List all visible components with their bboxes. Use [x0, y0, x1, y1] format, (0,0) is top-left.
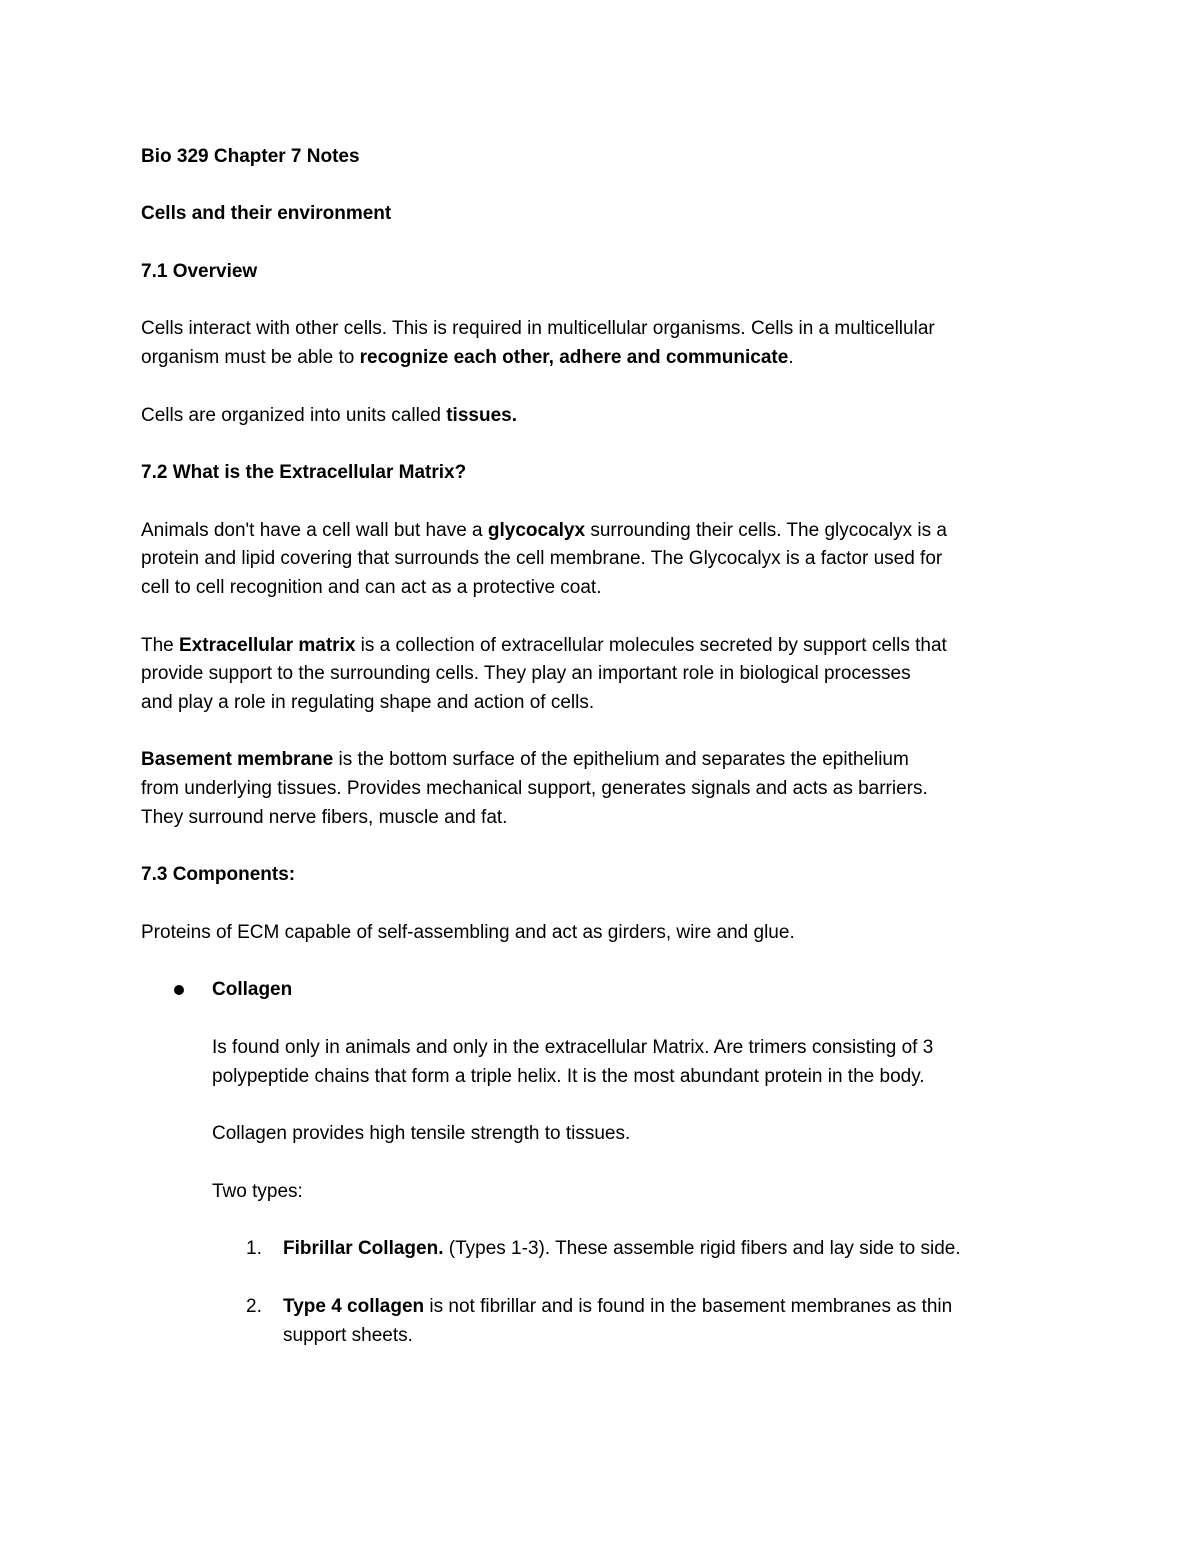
- paragraph-line: Cells interact with other cells. This is required in multicellular organisms. Cells in a multicellular: [141, 318, 935, 339]
- bold-text: Extracellular matrix: [179, 635, 356, 656]
- paragraph-line: They surround nerve fibers, muscle and fat.: [141, 807, 508, 828]
- text-run: is a collection of extracellular molecules secreted by support cells that: [355, 635, 947, 656]
- text-run: Cells are organized into units called: [141, 405, 447, 426]
- bold-text: Type 4 collagen: [283, 1296, 425, 1317]
- section-heading-7-1: 7.1 Overview: [141, 261, 258, 282]
- paragraph-line: protein and lipid covering that surrounds the cell membrane. The Glycocalyx is a factor used for: [141, 548, 943, 569]
- bold-text: tissues.: [446, 405, 517, 426]
- list-item: [283, 1295, 952, 1319]
- paragraph-line: Proteins of ECM capable of self-assembling and act as girders, wire and glue.: [141, 922, 795, 943]
- paragraph-line: [141, 748, 909, 772]
- paragraph-line: provide support to the surrounding cells. They play an important role in biological processes: [141, 663, 911, 684]
- bullet-icon: [174, 985, 184, 995]
- bullet-item-collagen: Collagen: [212, 979, 293, 1000]
- text-run: is not fibrillar and is found in the basement membranes as thin: [424, 1296, 953, 1317]
- paragraph-line: [141, 404, 517, 428]
- text-run: organism must be able to: [141, 347, 360, 368]
- paragraph-line: Two types:: [212, 1181, 303, 1202]
- paragraph-line: from underlying tissues. Provides mechanical support, generates signals and acts as barriers.: [141, 778, 928, 799]
- section-heading-7-2: 7.2 What is the Extracellular Matrix?: [141, 462, 467, 483]
- section-heading-7-3: 7.3 Components:: [141, 864, 296, 885]
- paragraph-line: [141, 634, 947, 658]
- bold-text: glycocalyx: [487, 520, 586, 541]
- paragraph-line: [141, 346, 794, 370]
- list-item: [283, 1237, 961, 1261]
- text-run: Animals don't have a cell wall but have a: [141, 520, 488, 541]
- text-run: (Types 1-3). These assemble rigid fibers and lay side to side.: [443, 1238, 961, 1259]
- bold-text: recognize each other, adhere and communicate: [359, 347, 789, 368]
- paragraph-line: cell to cell recognition and can act as a protective coat.: [141, 577, 602, 598]
- paragraph-line: Collagen provides high tensile strength to tissues.: [212, 1123, 631, 1144]
- text-run: The: [141, 635, 180, 656]
- paragraph-line: and play a role in regulating shape and action of cells.: [141, 692, 595, 713]
- paragraph-line: [141, 519, 947, 543]
- text-run: .: [788, 347, 794, 368]
- text-run: surrounding their cells. The glycocalyx is a: [585, 520, 947, 541]
- list-number: 2.: [246, 1296, 262, 1317]
- document-subtitle: Cells and their environment: [141, 203, 392, 224]
- bold-text: Basement membrane: [141, 749, 334, 770]
- paragraph-line: support sheets.: [283, 1325, 413, 1346]
- paragraph-line: polypeptide chains that form a triple helix. It is the most abundant protein in the body.: [212, 1066, 925, 1087]
- paragraph-line: Is found only in animals and only in the extracellular Matrix. Are trimers consisting of 3: [212, 1037, 934, 1058]
- bold-text: Fibrillar Collagen.: [283, 1238, 444, 1259]
- list-number: 1.: [246, 1238, 262, 1259]
- text-run: is the bottom surface of the epithelium and separates the epithelium: [333, 749, 909, 770]
- document-title: Bio 329 Chapter 7 Notes: [141, 146, 360, 167]
